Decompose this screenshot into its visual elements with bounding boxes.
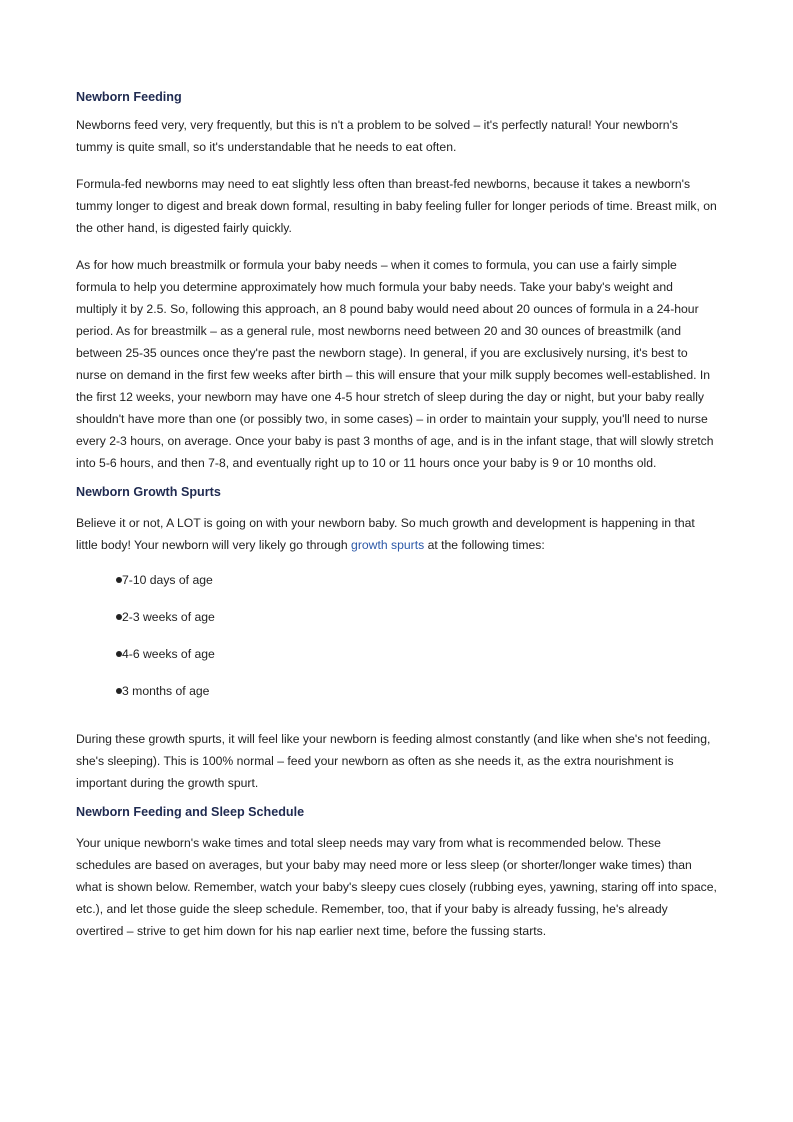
bullet-icon — [116, 577, 122, 583]
paragraph-growth-spurt-feeding: During these growth spurts, it will feel like your newborn is feeding almost constantly (and like when she's not feeding, she's sleeping). This is 100% normal – feed your newborn as often as she needs it, as the extra nourishment is important during the growth spurt. — [76, 732, 711, 790]
growth-spurt-list — [76, 569, 717, 717]
list-item-text: 4-6 weeks of age — [122, 647, 215, 661]
growth-spurts-link[interactable]: growth spurts — [351, 538, 425, 552]
paragraph-how-much: As for how much breastmilk or formula your baby needs – when it comes to formula, you can use a fairly simple formula to help you determine approximately how much formula your baby needs. Take your baby's weight and multiply it by 2.5. So, following this approach, an 8 pound baby would need about 20 ounces of formula in a 24-hour period. As for breastmilk – as a general rule, most newborns need between 20 and 30 ounces of breastmilk (and between 25-35 ounces once they're past the newborn stage). In general, if you are exclusively nursing, it's best to nurse on demand in the first few weeks after birth – this will ensure that your milk supply becomes well-established. In the first 12 weeks, your newborn may have one 4-5 hour stretch of sleep during the day or night, but your baby really shouldn't have more than one (or possibly two, in some cases) – in order to maintain your supply, you'll need to nurse every 2-3 hours, on average. Once your baby is past 3 months of age, and is in the infant stage, that will slowly stretch into 5-6 hours, and then 7-8, and eventually right up to 10 or 11 hours once your baby is 9 or 10 months old. — [76, 258, 714, 470]
growth-intro-text: Believe it or not, A LOT is going on with your newborn baby. So much growth and development is happening in that little body! Your newborn will very likely go through — [76, 516, 695, 552]
list-item — [116, 643, 717, 680]
paragraph-growth-intro — [76, 512, 717, 556]
list-item — [116, 680, 717, 717]
paragraph-schedule-intro: Your unique newborn's wake times and total sleep needs may vary from what is recommended below. These schedules are based on averages, but your baby may need more or less sleep (or shorter/longer wake times) than what is shown below. Remember, watch your baby's sleepy cues closely (rubbing eyes, yawning, staring off into space, etc.), and let those guide the sleep schedule. Remember, too, that if your baby is already fussing, he's already overtired – strive to get him down for his nap earlier next time, before the fussing starts. — [76, 836, 717, 938]
list-item-text: 3 months of age — [122, 684, 210, 698]
growth-intro-text-end: at the following times: — [424, 538, 545, 552]
list-item — [116, 606, 717, 643]
list-item — [116, 569, 717, 606]
bullet-icon — [116, 688, 122, 694]
list-item-text: 2-3 weeks of age — [122, 610, 215, 624]
heading-growth-spurts: Newborn Growth Spurts — [76, 485, 221, 499]
heading-newborn-feeding: Newborn Feeding — [76, 90, 182, 104]
paragraph-feeding-frequency: Newborns feed very, very frequently, but this is n't a problem to be solved – it's perfectly natural! Your newborn's tummy is quite small, so it's understandable that he needs to eat often. — [76, 118, 678, 154]
bullet-icon — [116, 651, 122, 657]
bullet-icon — [116, 614, 122, 620]
paragraph-formula-vs-breast: Formula-fed newborns may need to eat slightly less often than breast-fed newborns, because it takes a newborn's tummy longer to digest and break down formal, resulting in baby feeling fuller for longer periods of time. Breast milk, on the other hand, is digested fairly quickly. — [76, 177, 717, 235]
heading-feeding-sleep-schedule: Newborn Feeding and Sleep Schedule — [76, 805, 305, 819]
section-newborn-feeding — [76, 88, 717, 474]
list-item-text: 7-10 days of age — [122, 573, 213, 587]
section-growth-spurts — [76, 483, 717, 794]
section-feeding-sleep-schedule — [76, 803, 717, 942]
